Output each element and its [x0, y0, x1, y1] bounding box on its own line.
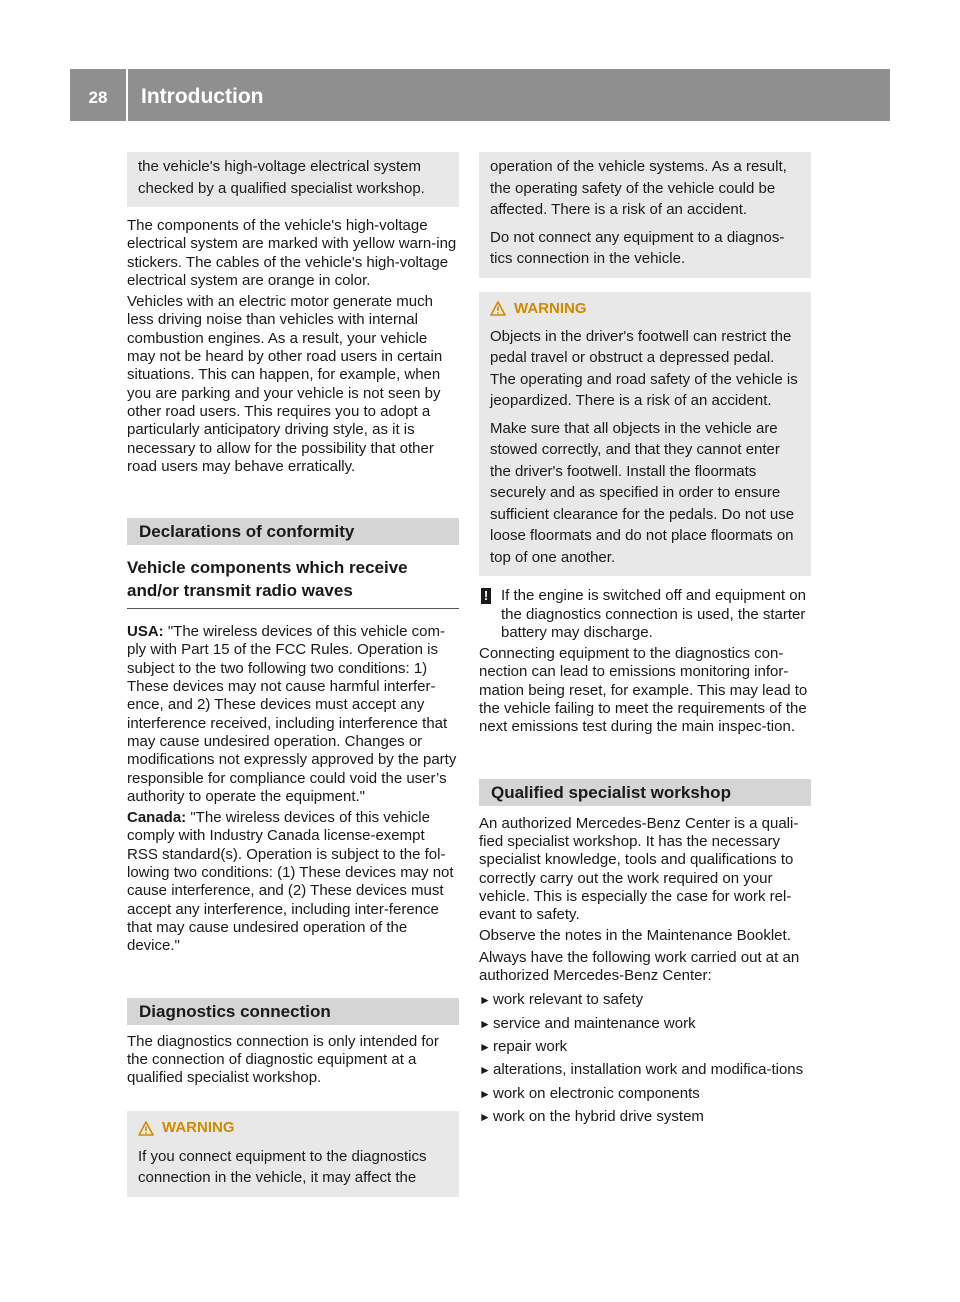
continued-warning-box	[479, 152, 811, 278]
right-column	[479, 152, 811, 1131]
paragraph: Vehicles with an electric motor generate much less driving noise than vehicles with internal combustion engines. As a result, your vehicle may not be heard by other road users in certain situations. This can happen, for example, when you are parking and your vehicle is not seen by other road users. This requires you to adopt a particularly anticipatory driving style, as it is necessary to allow for the possibility that other road users may behave erratically.	[127, 293, 443, 475]
list-item: ► alterations, installation work and modifica-tions	[479, 1061, 804, 1079]
warning-heading	[490, 300, 801, 318]
list-item: ► work on the hybrid drive system	[479, 1107, 704, 1125]
vehicle-components-heading: Vehicle components which receive and/or transmit radio waves	[127, 556, 459, 609]
usa-text: "The wireless devices of this vehicle com-ply with Part 15 of the FCC Rules. Operation is subject to the two following two conditions: 1) These devices may not cause harmful interfer-ence, and 2) These devices must accept any interference received, including interference that may cause undesired operation. Changes or modifications not expressly approved by the party responsible for compliance could void the user’s authority to operate the equipment."	[127, 623, 457, 805]
warning-triangle-icon	[490, 301, 506, 316]
list-item: ► work on electronic components	[479, 1084, 700, 1102]
usa-statement	[127, 623, 459, 806]
notice-text: If the engine is switched off and equipment on the diagnostics connection is used, the starter battery may discharge.	[501, 587, 806, 641]
left-column	[127, 152, 459, 1197]
notice	[479, 587, 811, 642]
warning-text: Make sure that all objects in the vehicle are stowed correctly, and that they cannot enter the driver's footwell. Install the floormats securely and as specified in order to ensure sufficient clearance for the pedals. Do not use loose floormats and do not place floormats on top of one another.	[490, 419, 795, 566]
always-text: Always have the following work carried out at an authorized Mercedes-Benz Center:	[479, 948, 800, 985]
warning-text: If you connect equipment to the diagnostics connection in the vehicle, it may affect the	[138, 1147, 427, 1187]
warning-box	[127, 1111, 459, 1196]
connecting-text: Connecting equipment to the diagnostics con-nection can lead to emissions monitoring infor-mation being reset, for example. This may lead to the vehicle failing to meet the requirements of the next emissions test during the main inspec-tion.	[479, 645, 808, 736]
qualified-heading: Qualified specialist workshop	[479, 779, 811, 806]
header-divider	[126, 69, 128, 121]
canada-statement	[127, 809, 459, 955]
warning-label: WARNING	[514, 299, 587, 317]
warning-triangle-icon	[138, 1121, 154, 1136]
triangle-bullet-icon: ►	[479, 1109, 491, 1124]
warning-text: Objects in the driver's footwell can restrict the pedal travel or obstruct a depressed pedal. The operating and road safety of the vehicle is jeopardized. There is a risk of an accident.	[490, 327, 798, 410]
usa-label: USA:	[127, 623, 164, 641]
warning-label: WARNING	[162, 1119, 235, 1137]
canada-text: "The wireless devices of this vehicle comply with Industry Canada license-exempt RSS standard(s). Operation is subject to the fol-lowing two conditions: (1) These devices may not cause interference, and (2) These devices must accept any interference, including inter-ference that may cause undesired operation of the device."	[127, 809, 454, 955]
paragraph: The components of the vehicle's high-voltage electrical system are marked with yellow warn-ing stickers. The cables of the vehicle's high-voltage electrical system are orange in color.	[127, 217, 457, 289]
work-list	[479, 991, 811, 1126]
box-text: the vehicle's high-voltage electrical system checked by a qualified specialist workshop.	[138, 158, 425, 197]
triangle-bullet-icon: ►	[479, 1086, 491, 1101]
diagnostics-text: The diagnostics connection is only intended for the connection of diagnostic equipment at a qualified specialist workshop.	[127, 1032, 439, 1087]
list-item: ► repair work	[479, 1037, 568, 1055]
list-item: ► work relevant to safety	[479, 991, 644, 1009]
triangle-bullet-icon: ►	[479, 1016, 491, 1031]
exclamation-icon: !	[481, 588, 491, 604]
section-title: Introduction	[141, 85, 264, 108]
qualified-text: An authorized Mercedes-Benz Center is a quali-fied specialist workshop. It has the necessary specialist knowledge, tools and qualifications to correctly carry out the work required on your vehicle. This is especially the case for work rel-evant to safety.	[479, 814, 799, 924]
canada-label: Canada:	[127, 809, 187, 827]
triangle-bullet-icon: ►	[479, 1039, 491, 1054]
box-text: operation of the vehicle systems. As a result, the operating safety of the vehicle could be affected. There is a risk of an accident.	[490, 158, 787, 218]
declarations-heading: Declarations of conformity	[127, 518, 459, 545]
observe-text: Observe the notes in the Maintenance Booklet.	[479, 927, 791, 945]
box-text: Do not connect any equipment to a diagnos-tics connection in the vehicle.	[490, 228, 785, 267]
diagnostics-heading: Diagnostics connection	[127, 998, 459, 1025]
list-item: ► service and maintenance work	[479, 1014, 696, 1032]
triangle-bullet-icon: ►	[479, 1063, 491, 1078]
warning-heading	[138, 1119, 449, 1137]
triangle-bullet-icon: ►	[479, 993, 491, 1008]
page-number: 28	[88, 88, 108, 107]
footwell-warning-box	[479, 292, 811, 577]
continued-box	[127, 152, 459, 207]
